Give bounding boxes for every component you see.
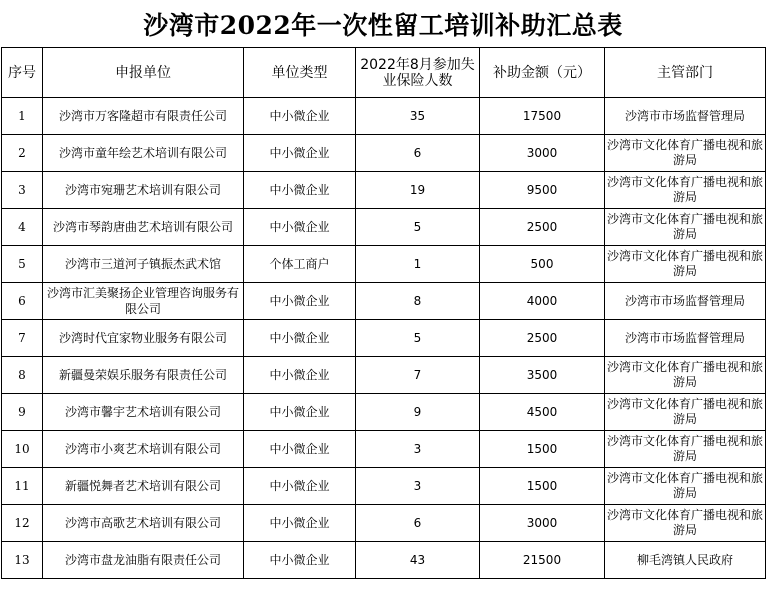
cell-unit: 沙湾市汇美聚扬企业管理咨询服务有限公司 bbox=[43, 283, 244, 320]
cell-unit: 沙湾市琴韵唐曲艺术培训有限公司 bbox=[43, 209, 244, 246]
cell-seq: 9 bbox=[2, 394, 43, 431]
cell-seq: 12 bbox=[2, 505, 43, 542]
subsidy-table bbox=[1, 47, 766, 579]
table-row bbox=[2, 468, 766, 505]
cell-insured: 19 bbox=[356, 172, 480, 209]
cell-type: 中小微企业 bbox=[244, 209, 356, 246]
cell-unit: 沙湾市馨宇艺术培训有限公司 bbox=[43, 394, 244, 431]
cell-amount: 21500 bbox=[480, 542, 605, 579]
table-row bbox=[2, 431, 766, 468]
table-body bbox=[2, 98, 766, 579]
cell-unit: 沙湾市高歌艺术培训有限公司 bbox=[43, 505, 244, 542]
cell-type: 中小微企业 bbox=[244, 320, 356, 357]
cell-dept: 沙湾市文化体育广播电视和旅游局 bbox=[605, 505, 766, 542]
column-header-seq: 序号 bbox=[2, 48, 43, 98]
cell-insured: 7 bbox=[356, 357, 480, 394]
cell-insured: 35 bbox=[356, 98, 480, 135]
cell-amount: 1500 bbox=[480, 468, 605, 505]
cell-insured: 8 bbox=[356, 283, 480, 320]
table-header-row bbox=[2, 48, 766, 98]
cell-amount: 17500 bbox=[480, 98, 605, 135]
cell-amount: 3000 bbox=[480, 505, 605, 542]
cell-type: 个体工商户 bbox=[244, 246, 356, 283]
cell-dept: 沙湾市文化体育广播电视和旅游局 bbox=[605, 431, 766, 468]
cell-insured: 43 bbox=[356, 542, 480, 579]
cell-amount: 3500 bbox=[480, 357, 605, 394]
cell-dept: 柳毛湾镇人民政府 bbox=[605, 542, 766, 579]
table-row bbox=[2, 505, 766, 542]
cell-insured: 5 bbox=[356, 320, 480, 357]
cell-dept: 沙湾市文化体育广播电视和旅游局 bbox=[605, 135, 766, 172]
cell-seq: 1 bbox=[2, 98, 43, 135]
cell-dept: 沙湾市文化体育广播电视和旅游局 bbox=[605, 394, 766, 431]
table-row bbox=[2, 209, 766, 246]
cell-amount: 1500 bbox=[480, 431, 605, 468]
cell-seq: 11 bbox=[2, 468, 43, 505]
cell-type: 中小微企业 bbox=[244, 357, 356, 394]
cell-unit: 新疆曼荣娱乐服务有限责任公司 bbox=[43, 357, 244, 394]
cell-amount: 2500 bbox=[480, 320, 605, 357]
cell-seq: 4 bbox=[2, 209, 43, 246]
cell-type: 中小微企业 bbox=[244, 98, 356, 135]
cell-amount: 500 bbox=[480, 246, 605, 283]
cell-insured: 6 bbox=[356, 505, 480, 542]
cell-seq: 7 bbox=[2, 320, 43, 357]
cell-amount: 4000 bbox=[480, 283, 605, 320]
table-row bbox=[2, 542, 766, 579]
cell-insured: 5 bbox=[356, 209, 480, 246]
cell-unit: 沙湾市三道河子镇振杰武术馆 bbox=[43, 246, 244, 283]
cell-unit: 沙湾时代宜家物业服务有限公司 bbox=[43, 320, 244, 357]
cell-seq: 2 bbox=[2, 135, 43, 172]
cell-dept: 沙湾市文化体育广播电视和旅游局 bbox=[605, 209, 766, 246]
cell-dept: 沙湾市文化体育广播电视和旅游局 bbox=[605, 172, 766, 209]
cell-unit: 沙湾市宛珊艺术培训有限公司 bbox=[43, 172, 244, 209]
cell-type: 中小微企业 bbox=[244, 431, 356, 468]
cell-unit: 沙湾市盘龙油脂有限责任公司 bbox=[43, 542, 244, 579]
cell-unit: 沙湾市童年绘艺术培训有限公司 bbox=[43, 135, 244, 172]
table-row bbox=[2, 98, 766, 135]
cell-amount: 4500 bbox=[480, 394, 605, 431]
cell-dept: 沙湾市文化体育广播电视和旅游局 bbox=[605, 357, 766, 394]
column-header-amount: 补助金额（元） bbox=[480, 48, 605, 98]
table-row bbox=[2, 135, 766, 172]
table-row bbox=[2, 357, 766, 394]
cell-amount: 2500 bbox=[480, 209, 605, 246]
cell-dept: 沙湾市文化体育广播电视和旅游局 bbox=[605, 246, 766, 283]
cell-unit: 沙湾市小爽艺术培训有限公司 bbox=[43, 431, 244, 468]
table-row bbox=[2, 246, 766, 283]
cell-type: 中小微企业 bbox=[244, 283, 356, 320]
cell-amount: 3000 bbox=[480, 135, 605, 172]
cell-seq: 8 bbox=[2, 357, 43, 394]
page-title: 沙湾市2022年一次性留工培训补助汇总表 bbox=[143, 10, 623, 40]
cell-seq: 13 bbox=[2, 542, 43, 579]
cell-insured: 6 bbox=[356, 135, 480, 172]
cell-insured: 3 bbox=[356, 431, 480, 468]
cell-seq: 6 bbox=[2, 283, 43, 320]
cell-type: 中小微企业 bbox=[244, 394, 356, 431]
table-row bbox=[2, 283, 766, 320]
table-row bbox=[2, 172, 766, 209]
cell-type: 中小微企业 bbox=[244, 542, 356, 579]
column-header-dept: 主管部门 bbox=[605, 48, 766, 98]
table-row bbox=[2, 320, 766, 357]
cell-type: 中小微企业 bbox=[244, 135, 356, 172]
table-row bbox=[2, 394, 766, 431]
cell-type: 中小微企业 bbox=[244, 505, 356, 542]
cell-type: 中小微企业 bbox=[244, 172, 356, 209]
cell-insured: 3 bbox=[356, 468, 480, 505]
cell-seq: 10 bbox=[2, 431, 43, 468]
cell-dept: 沙湾市市场监督管理局 bbox=[605, 283, 766, 320]
cell-unit: 沙湾市万客隆超市有限责任公司 bbox=[43, 98, 244, 135]
column-header-insured: 2022年8月参加失业保险人数 bbox=[356, 48, 480, 98]
cell-insured: 9 bbox=[356, 394, 480, 431]
column-header-type: 单位类型 bbox=[244, 48, 356, 98]
cell-seq: 5 bbox=[2, 246, 43, 283]
cell-unit: 新疆悦舞者艺术培训有限公司 bbox=[43, 468, 244, 505]
cell-insured: 1 bbox=[356, 246, 480, 283]
cell-amount: 9500 bbox=[480, 172, 605, 209]
cell-dept: 沙湾市文化体育广播电视和旅游局 bbox=[605, 468, 766, 505]
cell-seq: 3 bbox=[2, 172, 43, 209]
cell-dept: 沙湾市市场监督管理局 bbox=[605, 320, 766, 357]
cell-type: 中小微企业 bbox=[244, 468, 356, 505]
column-header-unit: 申报单位 bbox=[43, 48, 244, 98]
cell-dept: 沙湾市市场监督管理局 bbox=[605, 98, 766, 135]
